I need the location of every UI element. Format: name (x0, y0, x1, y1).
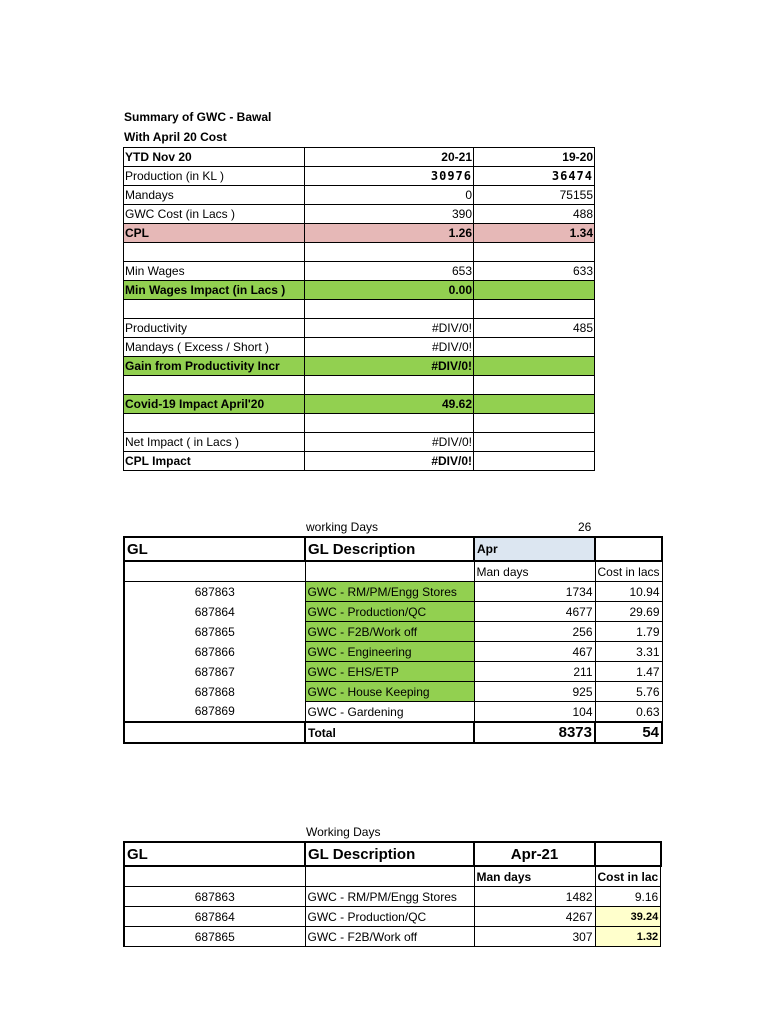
cell[interactable] (474, 414, 595, 433)
apr21-subheader-row (124, 866, 661, 887)
cell[interactable]: 0 (305, 186, 474, 205)
cell[interactable] (474, 243, 595, 262)
desc-cell[interactable]: GWC - House Keeping (305, 682, 474, 702)
covid-row (124, 395, 595, 414)
cell[interactable]: 19-20 (474, 148, 595, 167)
cell[interactable] (474, 338, 595, 357)
month-header[interactable]: Apr-21 (474, 842, 595, 866)
cell[interactable]: YTD Nov 20 (124, 148, 305, 167)
gl-cell[interactable]: 687864 (124, 907, 305, 927)
gain-row (124, 357, 595, 376)
desc-cell[interactable]: GWC - F2B/Work off (305, 927, 474, 947)
gl-cell[interactable]: 687868 (124, 682, 305, 702)
cell[interactable]: Productivity (124, 319, 305, 338)
cost-cell[interactable]: 5.76 (595, 682, 662, 702)
table-row (124, 662, 662, 682)
cell[interactable] (124, 866, 305, 887)
cell[interactable]: #DIV/0! (305, 357, 474, 376)
mandays-cell[interactable]: 467 (474, 642, 595, 662)
cell[interactable]: #DIV/0! (305, 319, 474, 338)
cell[interactable] (474, 452, 595, 471)
cell[interactable]: 30976 (305, 167, 474, 186)
desc-cell[interactable]: GWC - EHS/ETP (305, 662, 474, 682)
summary-title: Summary of GWC - Bawal (124, 110, 272, 124)
cost-cell[interactable]: 1.32 (595, 927, 661, 947)
cost-header[interactable]: Cost in lac (595, 866, 661, 887)
cell[interactable]: #DIV/0! (305, 452, 474, 471)
summary-subtitle: With April 20 Cost (124, 130, 227, 144)
gl-description-header[interactable]: GL Description (305, 842, 474, 866)
blank-row (124, 300, 595, 319)
apr-gl-table (123, 536, 663, 744)
cell[interactable] (305, 300, 474, 319)
cell[interactable]: Covid-19 Impact April'20 (124, 395, 305, 414)
cell[interactable] (305, 414, 474, 433)
month-header[interactable]: Apr (474, 537, 595, 561)
gl-header[interactable]: GL (124, 537, 305, 561)
cell[interactable]: Mandays (124, 186, 305, 205)
cpl-impact-row (124, 452, 595, 471)
cell[interactable]: 390 (305, 205, 474, 224)
blank-row (124, 376, 595, 395)
cell[interactable] (124, 722, 305, 743)
cell[interactable] (474, 300, 595, 319)
cost-cell[interactable]: 0.63 (595, 702, 662, 723)
cost-cell[interactable]: 1.47 (595, 662, 662, 682)
mandays-cell[interactable]: 4267 (474, 907, 595, 927)
apr21-header-row (124, 842, 661, 866)
mandays-header[interactable]: Man days (474, 866, 595, 887)
mandays-cell[interactable]: 256 (474, 622, 595, 642)
cell[interactable] (474, 376, 595, 395)
table-row (124, 642, 662, 662)
cell[interactable] (124, 376, 305, 395)
gl-cell[interactable]: 687863 (124, 887, 305, 907)
apr-header-row (124, 537, 662, 561)
cell[interactable] (124, 300, 305, 319)
cost-cell[interactable]: 10.94 (595, 582, 662, 602)
working-days-label-2: Working Days (306, 825, 381, 839)
cell[interactable] (124, 561, 305, 582)
cost-cell[interactable]: 39.24 (595, 907, 661, 927)
blank-row (124, 414, 595, 433)
production-row (124, 167, 595, 186)
cell[interactable] (305, 561, 474, 582)
table-row (124, 682, 662, 702)
desc-cell[interactable]: GWC - Engineering (305, 642, 474, 662)
gl-description-header[interactable]: GL Description (305, 537, 474, 561)
cell[interactable]: CPL Impact (124, 452, 305, 471)
cell[interactable]: 49.62 (305, 395, 474, 414)
cell[interactable]: 653 (305, 262, 474, 281)
cost-header[interactable]: Cost in lacs (595, 561, 662, 582)
mandays-header[interactable]: Man days (474, 561, 595, 582)
net-impact-row (124, 433, 595, 452)
cell[interactable] (305, 866, 474, 887)
mandays-cell[interactable]: 104 (474, 702, 595, 723)
cell[interactable] (124, 243, 305, 262)
mandays-row (124, 186, 595, 205)
cell[interactable]: 1.34 (474, 224, 595, 243)
table-row (124, 702, 662, 723)
blank-row (124, 243, 595, 262)
mandays-cell[interactable]: 1734 (474, 582, 595, 602)
desc-cell[interactable]: GWC - Gardening (305, 702, 474, 723)
cell[interactable] (595, 537, 662, 561)
total-row (124, 722, 662, 743)
gwc-cost-row (124, 205, 595, 224)
total-cost[interactable]: 54 (595, 722, 662, 743)
cell[interactable] (474, 357, 595, 376)
cell[interactable]: CPL (124, 224, 305, 243)
gl-cell[interactable]: 687863 (124, 582, 305, 602)
cell[interactable]: 633 (474, 262, 595, 281)
cell[interactable]: 75155 (474, 186, 595, 205)
working-days-label: working Days (306, 520, 379, 534)
summary-header-row (124, 148, 595, 167)
table-row (124, 907, 661, 927)
cell[interactable]: 1.26 (305, 224, 474, 243)
apr-subheader-row (124, 561, 662, 582)
apr21-gl-table (123, 841, 662, 947)
total-label[interactable]: Total (305, 722, 474, 743)
cell[interactable]: Min Wages (124, 262, 305, 281)
summary-table (123, 147, 595, 471)
desc-cell[interactable]: GWC - Production/QC (305, 907, 474, 927)
productivity-row (124, 319, 595, 338)
desc-cell[interactable]: GWC - Production/QC (305, 602, 474, 622)
cpl-row (124, 224, 595, 243)
min-wages-impact-row (124, 281, 595, 300)
cell[interactable]: 36474 (474, 167, 595, 186)
cell[interactable]: #DIV/0! (305, 433, 474, 452)
gl-cell[interactable]: 687867 (124, 662, 305, 682)
mandays-cell[interactable]: 307 (474, 927, 595, 947)
mandays-cell[interactable]: 1482 (474, 887, 595, 907)
cell[interactable]: Net Impact ( in Lacs ) (124, 433, 305, 452)
cell[interactable]: 0.00 (305, 281, 474, 300)
cell[interactable] (595, 842, 661, 866)
working-days-value: 26 (578, 520, 592, 534)
cell[interactable] (305, 376, 474, 395)
cell[interactable]: Gain from Productivity Incr (124, 357, 305, 376)
desc-cell[interactable]: GWC - F2B/Work off (305, 622, 474, 642)
table-row (124, 927, 661, 947)
table-row (124, 887, 661, 907)
cell[interactable] (305, 243, 474, 262)
gl-cell[interactable]: 687865 (124, 622, 305, 642)
mandays-cell[interactable]: 925 (474, 682, 595, 702)
cell[interactable]: #DIV/0! (305, 338, 474, 357)
cell[interactable]: 20-21 (305, 148, 474, 167)
gl-cell[interactable]: 687865 (124, 927, 305, 947)
mandays-cell[interactable]: 211 (474, 662, 595, 682)
cost-cell[interactable]: 9.16 (595, 887, 661, 907)
cost-cell[interactable]: 29.69 (595, 602, 662, 622)
cell[interactable]: 485 (474, 319, 595, 338)
desc-cell[interactable]: GWC - RM/PM/Engg Stores (305, 582, 474, 602)
cell[interactable] (124, 414, 305, 433)
gl-cell[interactable]: 687864 (124, 602, 305, 622)
desc-cell[interactable]: GWC - RM/PM/Engg Stores (305, 887, 474, 907)
table-row (124, 582, 662, 602)
cell[interactable] (474, 281, 595, 300)
cell[interactable] (474, 395, 595, 414)
gl-header[interactable]: GL (124, 842, 305, 866)
min-wages-row (124, 262, 595, 281)
cell[interactable]: Production (in KL ) (124, 167, 305, 186)
cell[interactable]: 488 (474, 205, 595, 224)
cell[interactable]: Min Wages Impact (in Lacs ) (124, 281, 305, 300)
cell[interactable]: GWC Cost (in Lacs ) (124, 205, 305, 224)
gl-cell[interactable]: 687866 (124, 642, 305, 662)
cost-cell[interactable]: 3.31 (595, 642, 662, 662)
mandays-excess-row (124, 338, 595, 357)
total-mandays[interactable]: 8373 (474, 722, 595, 743)
cost-cell[interactable]: 1.79 (595, 622, 662, 642)
mandays-cell[interactable]: 4677 (474, 602, 595, 622)
gl-cell[interactable]: 687869 (124, 702, 305, 723)
table-row (124, 622, 662, 642)
cell[interactable] (474, 433, 595, 452)
cell[interactable]: Mandays ( Excess / Short ) (124, 338, 305, 357)
table-row (124, 602, 662, 622)
